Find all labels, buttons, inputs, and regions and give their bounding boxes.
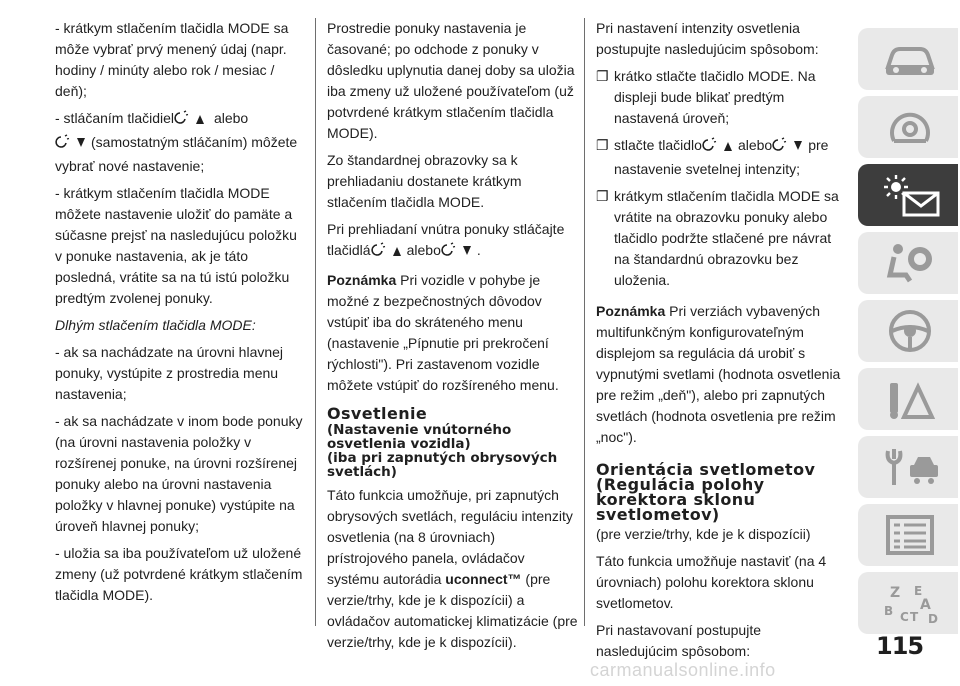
paragraph: - ak sa nachádzate v inom bode ponuky (na úrovni nastavenia položky v rozšírenej ponuke, na úrovni rozšírenej ponuky alebo na úrovni nastavenia položky v hlavnej ponuke) vystúpite na úroveň hlavnej ponuky; [55,413,303,534]
paragraph: - krátkym stlačením tlačidla MODE sa môže vybrať prvý menený údaj (napr. hodiny / minúty alebo rok / mesiac / deň); [55,20,289,99]
section-subheading: (Nastavenie vnútorného osvetlenia vozidla) [327,422,512,452]
dimmer-up-icon [174,110,210,132]
section-heading: Orientácia svetlometov (Regulácia polohy korektora sklonu svetlometov) [596,460,816,524]
column-3 [596,18,846,668]
svg-text:A: A [920,597,931,613]
svg-text:T: T [910,610,919,624]
dimmer-down-icon [55,134,91,156]
list-item: ❐ krátkym stlačením tlačidla MODE sa vrátite na obrazovku ponuky alebo tlačidlo podržte stlačené pre návrat na štandardnú obrazovku bez uloženia. [596,188,839,288]
section-subheading: (iba pri zapnutých obrysových svetlách) [327,450,558,480]
section-subnote: (pre verzie/trhy, kde je k dispozícii) [596,526,811,542]
car-icon [880,37,940,81]
note-paragraph: Poznámka Pri vozidle v pohybe je možné z bezpečnostných dôvodov vstúpiť iba do skráteného menu (nastavenie „Pípnutie pri prekročení rýchlosti"). Pri zastavenom vozidle môžete vstúpiť do rozšíreného menu. [327,272,559,393]
dimmer-down-icon [441,242,477,264]
tab-maintenance[interactable] [858,436,958,498]
paragraph: - krátkym stlačením tlačidla MODE môžete nastavenie uložiť do pamäte a súčasne prejsť na nasledujúcu položku v ponuke nastavenia, ak je táto posledná, vrátite sa na tú istú položku predtým zvolenej ponuky. [55,185,297,306]
tab-emergency[interactable] [858,368,958,430]
tab-warning-lights[interactable] [858,96,958,158]
svg-text:Z: Z [890,585,901,601]
alphabet-index-icon [880,581,940,625]
airbag-seat-icon [880,241,940,285]
paragraph: - uložia sa iba používateľom už uložené zmeny (už potvrdené krátkym stlačením tlačidla MODE). [55,545,303,603]
paragraph: - stláčaním tlačidiel alebo (samostatným stláčaním) môžete vybrať nové nastavenie; [55,110,298,174]
list-item: ❐ stlačte tlačidlo alebo pre nastavenie svetelnej intenzity; [596,137,829,177]
tab-dashboard-lights[interactable] [858,164,958,226]
wrench-car-icon [880,445,940,489]
list-item: ❐ krátko stlačte tlačidlo MODE. Na displeji bude blikať predtým nastavená úroveň; [596,68,816,126]
bullet-mark: ❐ [596,68,609,84]
tab-safety[interactable] [858,232,958,294]
note-label: Poznámka [596,303,666,319]
paragraph: Prostredie ponuky nastavenia je časované; po odchode z ponuky v dôsledku uplynutia danej doby sa uložia iba zmeny už uložené používateľom (už potvrdené krátkym stlačením tlačidla MODE). [327,20,575,141]
svg-text:C: C [900,610,909,624]
bullet-mark: ❐ [596,137,609,153]
steering-wheel-icon [880,309,940,353]
specs-list-icon [880,513,940,557]
brand-name: uconnect™ [445,571,522,587]
section-heading: Osvetlenie [327,404,428,423]
note-paragraph: Poznámka Pri verziách vybavených multifunkčným konfigurovateľným displejom sa regulácia dá urobiť s vypnutými svetlami (hodnota osvetlenia pre režim „deň"), alebo pri zapnutých svetlách (hodnota osvetlenia pre režim „noc"). [596,303,841,445]
warning-light-icon [880,105,940,149]
column-1 [55,18,303,612]
tab-car[interactable] [858,28,958,90]
paragraph: Zo štandardnej obrazovky sa k prehliadaniu dostanete krátkym stlačením tlačidla MODE. [327,152,522,210]
bullet-mark: ❐ [596,188,609,204]
watermark: carmanualsonline.info [590,660,776,680]
tab-index[interactable] [858,572,958,634]
dimmer-up-icon [371,242,407,264]
svg-text:E: E [914,584,923,598]
note-label: Poznámka [327,272,397,288]
svg-text:D: D [928,612,938,625]
tab-driving[interactable] [858,300,958,362]
tab-specifications[interactable] [858,504,958,566]
paragraph-italic: Dlhým stlačením tlačidla MODE: [55,317,256,333]
paragraph: - ak sa nachádzate na úrovni hlavnej ponuky, vystúpite z prostredia menu nastavenia; [55,344,284,402]
chapter-tabs [858,28,960,640]
paragraph: Táto funkcia umožňuje nastaviť (na 4 úrovniach) polohu korektora sklonu svetlometov. [596,553,827,611]
column-2 [327,18,579,659]
dimmer-up-icon [702,137,738,159]
column-divider [584,18,585,626]
dimmer-down-icon [772,137,808,159]
paragraph: Pri nastavovaní postupujte nasledujúcim spôsobom: [596,622,761,659]
paragraph: Pri prehliadaní vnútra ponuky stláčajte tlačidlá alebo . [327,219,579,264]
triangle-key-icon [880,377,940,421]
paragraph: Táto funkcia umožňuje, pri zapnutých obrysových svetlách, reguláciu intenzity osvetlenia (na 8 úrovniach) prístrojového panela, ovládačov systému autorádia uconnect™ (pre verzie/trhy, kde je k dispozícii) a ovládačov automatickej klimatizácie (pre verzie/trhy, kde je k dispozícii). [327,487,578,650]
column-divider [315,18,316,626]
page-number: 115 [876,632,924,660]
svg-text:B: B [884,604,894,618]
paragraph: Pri nastavení intenzity osvetlenia postupujte nasledujúcim spôsobom: [596,20,819,57]
dashboard-light-envelope-icon [880,173,944,219]
